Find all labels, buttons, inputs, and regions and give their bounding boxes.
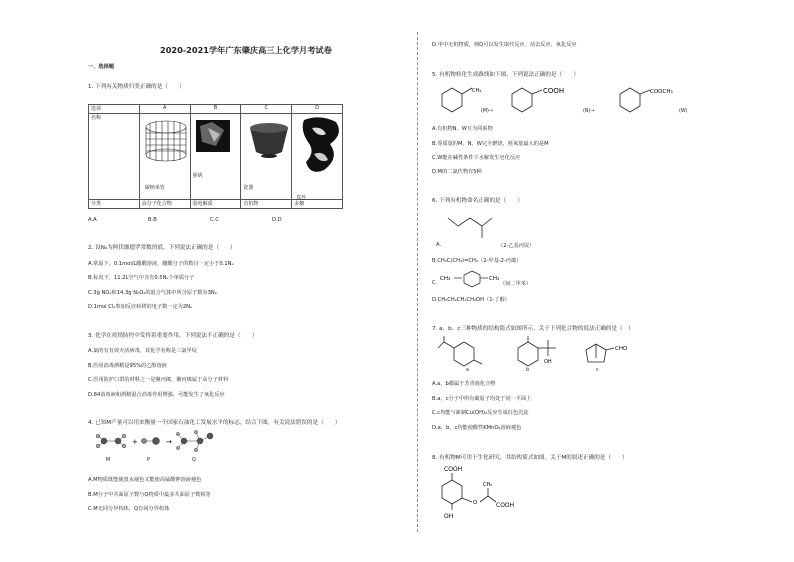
- q6-ch3-left: CH₃: [440, 276, 451, 282]
- q6-opt-a: A.: [436, 242, 442, 248]
- q1-stem: 1. 下列有关物质归类正确的是（ ）: [88, 84, 185, 90]
- q8-structure: [440, 464, 560, 526]
- q6-ch3-right: CH₃: [489, 276, 500, 282]
- q1-head-1: A: [139, 105, 190, 114]
- q4-plus-sign: +: [132, 438, 138, 446]
- q4-opt-b: B.M分子中共面原子数与Q物质中最多共面原子数相等: [88, 492, 211, 498]
- q7-label-b: b: [526, 368, 530, 373]
- q1-answer-b: B.B: [148, 217, 157, 223]
- q8-oh-label: OH: [444, 513, 454, 520]
- q5-reaction-scheme: [432, 82, 722, 122]
- q1-row-class: 分类: [89, 200, 140, 209]
- q7-label-c: c: [596, 368, 599, 373]
- q4-opt-c: C.M无同分异构体，Q有同分异构体: [88, 506, 170, 512]
- page-title: 2020-2021学年广东肇庆高三上化学月考试卷: [160, 45, 332, 55]
- q4-opt-d: D.甲中无机物质，则Q可以发生取代反应、消去反应、氧化反应: [432, 42, 577, 48]
- q5-ch3-label: CH₃: [472, 88, 482, 94]
- q7-opt-b: B.a、c分子中所有碳原子均处于同一平面上: [432, 396, 532, 402]
- q8-cooh-side: COOH: [496, 502, 515, 509]
- q1-class-d: 多糖: [292, 200, 343, 209]
- q4-label-p: P: [147, 458, 150, 463]
- q6-opt-c-name: （间二甲苯）: [500, 281, 532, 287]
- column-divider: [417, 32, 418, 532]
- q6-opt-a-name: （2-乙基丙烷）: [498, 243, 535, 249]
- q7-oh-label: OH: [544, 359, 552, 365]
- q6-skeletal-structure: [444, 208, 504, 242]
- q6-stem: 6. 下列有机物命名正确的是（ ）: [432, 198, 524, 204]
- q7-stem: 7. a、b、c三种物质的结构简式如图所示，关于下列化合物的说法正确的是（ ）: [432, 326, 634, 332]
- q1-answer-c: C.C: [210, 217, 219, 223]
- q1-name-b: 胆矾: [192, 173, 203, 179]
- q1-name-d: 真丝: [296, 195, 307, 201]
- q1-class-b: 弱电解质: [190, 200, 241, 209]
- q5-cooh-label: COOH: [543, 87, 565, 95]
- q1-answer-a: A.A: [88, 217, 97, 223]
- q3-opt-a: A.氯的有有效灭活病毒，其化学名称是三氯甲烷: [88, 348, 197, 354]
- q7-label-a: a: [466, 368, 469, 373]
- q2-opt-a: A.常温下，0.1mol/L醋酸溶液，醋酸分子的数目一定小于0.1Nₐ: [88, 261, 234, 267]
- q2-stem: 2. 设Nₐ为阿伏伽德罗常数的值，下列说法正确的是（ ）: [88, 245, 236, 251]
- q8-ch2-label: CH₂: [483, 482, 493, 488]
- q1-name-c: 瓷器: [243, 185, 254, 191]
- q7-cho-label: CHO: [615, 346, 628, 352]
- blue-vitriol-image: [194, 116, 234, 156]
- q5-label-m: (M)→: [481, 109, 493, 114]
- q5-stem: 5. 有机物转化生成路线如下图，下列说法正确的是（ ）: [432, 72, 579, 78]
- q1-class-a: 高分子化合物: [139, 200, 190, 209]
- q2-opt-d: D.1mol Cl₂参加反应转移的电子数一定为2Nₐ: [88, 304, 193, 310]
- q4-molecule-models: [92, 428, 232, 458]
- q8-oxygen: O: [473, 500, 478, 506]
- q6-opt-c: C.: [432, 280, 438, 286]
- q8-cooh-top: COOH: [444, 466, 463, 473]
- q4-stem: 4. 已知M产量可以用来衡量一个国家石油化工发展水平的标志，结合下图，有关说法错误的是（ ）: [88, 420, 341, 426]
- q6-opt-b: B.CH₃C(CH₃)=CH₂（2-甲基-2-丙烯）: [432, 258, 522, 264]
- q1-head-2: B: [190, 105, 241, 114]
- q5-opt-c: C.W能在碱性条件下水解发生皂化反应: [432, 155, 521, 161]
- q1-name-a: 碳纳米管: [144, 185, 165, 191]
- q3-stem: 3. 化学在疫情防控中发挥着重要作用，下列说法不正确的是（ ）: [88, 333, 258, 339]
- q8-stem: 8. 有机物M可用于生化研究，其结构简式如图。关于M的叙述正确的是（ ）: [432, 455, 628, 461]
- q2-opt-b: B.标况下，11.2L空气中含有0.5Nₐ个单质分子: [88, 275, 195, 281]
- q5-opt-a: A.有机物N、W互为同系物: [432, 126, 493, 132]
- q4-arrow: →: [166, 438, 172, 446]
- q3-opt-c: C.医用防护口罩的材料之一是聚丙烯，聚丙烯属于高分子材料: [88, 377, 229, 383]
- q5-opt-b: B.等质量的M、N、W完全燃烧，耗氧量最大的是M: [432, 141, 549, 147]
- q7-opt-c: C.c均能与新制Cu(OH)₂反应生成红色沉淀: [432, 410, 529, 416]
- porcelain-bowl-image: [246, 118, 292, 164]
- q1-head-3: C: [241, 105, 292, 114]
- q6-opt-d: D.CH₃CH₂CH₂CH₂OH（1-丁醇）: [432, 297, 510, 303]
- q5-label-n: (N)→: [583, 109, 595, 114]
- q1-class-c: 有机物: [241, 200, 292, 209]
- q4-label-m: M: [106, 458, 111, 463]
- q7-opt-d: D.a、b、c均能使酸性KMnO₄溶液褪色: [432, 425, 522, 431]
- q4-label-q: Q: [192, 458, 196, 463]
- q1-answer-d: D.D: [272, 217, 282, 223]
- q4-opt-a: A.M物质既能使溴水褪色又能使高锰酸钾溶液褪色: [88, 477, 202, 483]
- silk-image: [300, 114, 344, 184]
- q1-head-4: D: [292, 105, 343, 114]
- q1-head-0: 选项: [89, 105, 140, 114]
- q5-label-w: (W): [679, 109, 688, 114]
- q5-cooch3-label: COOCH₃: [650, 89, 673, 95]
- q1-row-name: 名称: [89, 114, 140, 200]
- carbon-nanotube-image: [142, 117, 190, 165]
- section-heading: 一、选择题: [88, 64, 114, 70]
- q7-opt-a: A.a、b都属于芳香族化合物: [432, 381, 496, 387]
- q5-opt-d: D.M的二氯代物有5种: [432, 169, 482, 175]
- q2-opt-c: C.3g NO₂和14.3g N₂O₄的混合气体中所含原子数为3Nₐ: [88, 290, 217, 296]
- q3-opt-d: D.84消毒液和酒精混合消毒作用增强，可能发生了氧化反应: [88, 392, 225, 398]
- q3-opt-b: B.医用消毒酒精是95%的乙醇溶液: [88, 363, 167, 369]
